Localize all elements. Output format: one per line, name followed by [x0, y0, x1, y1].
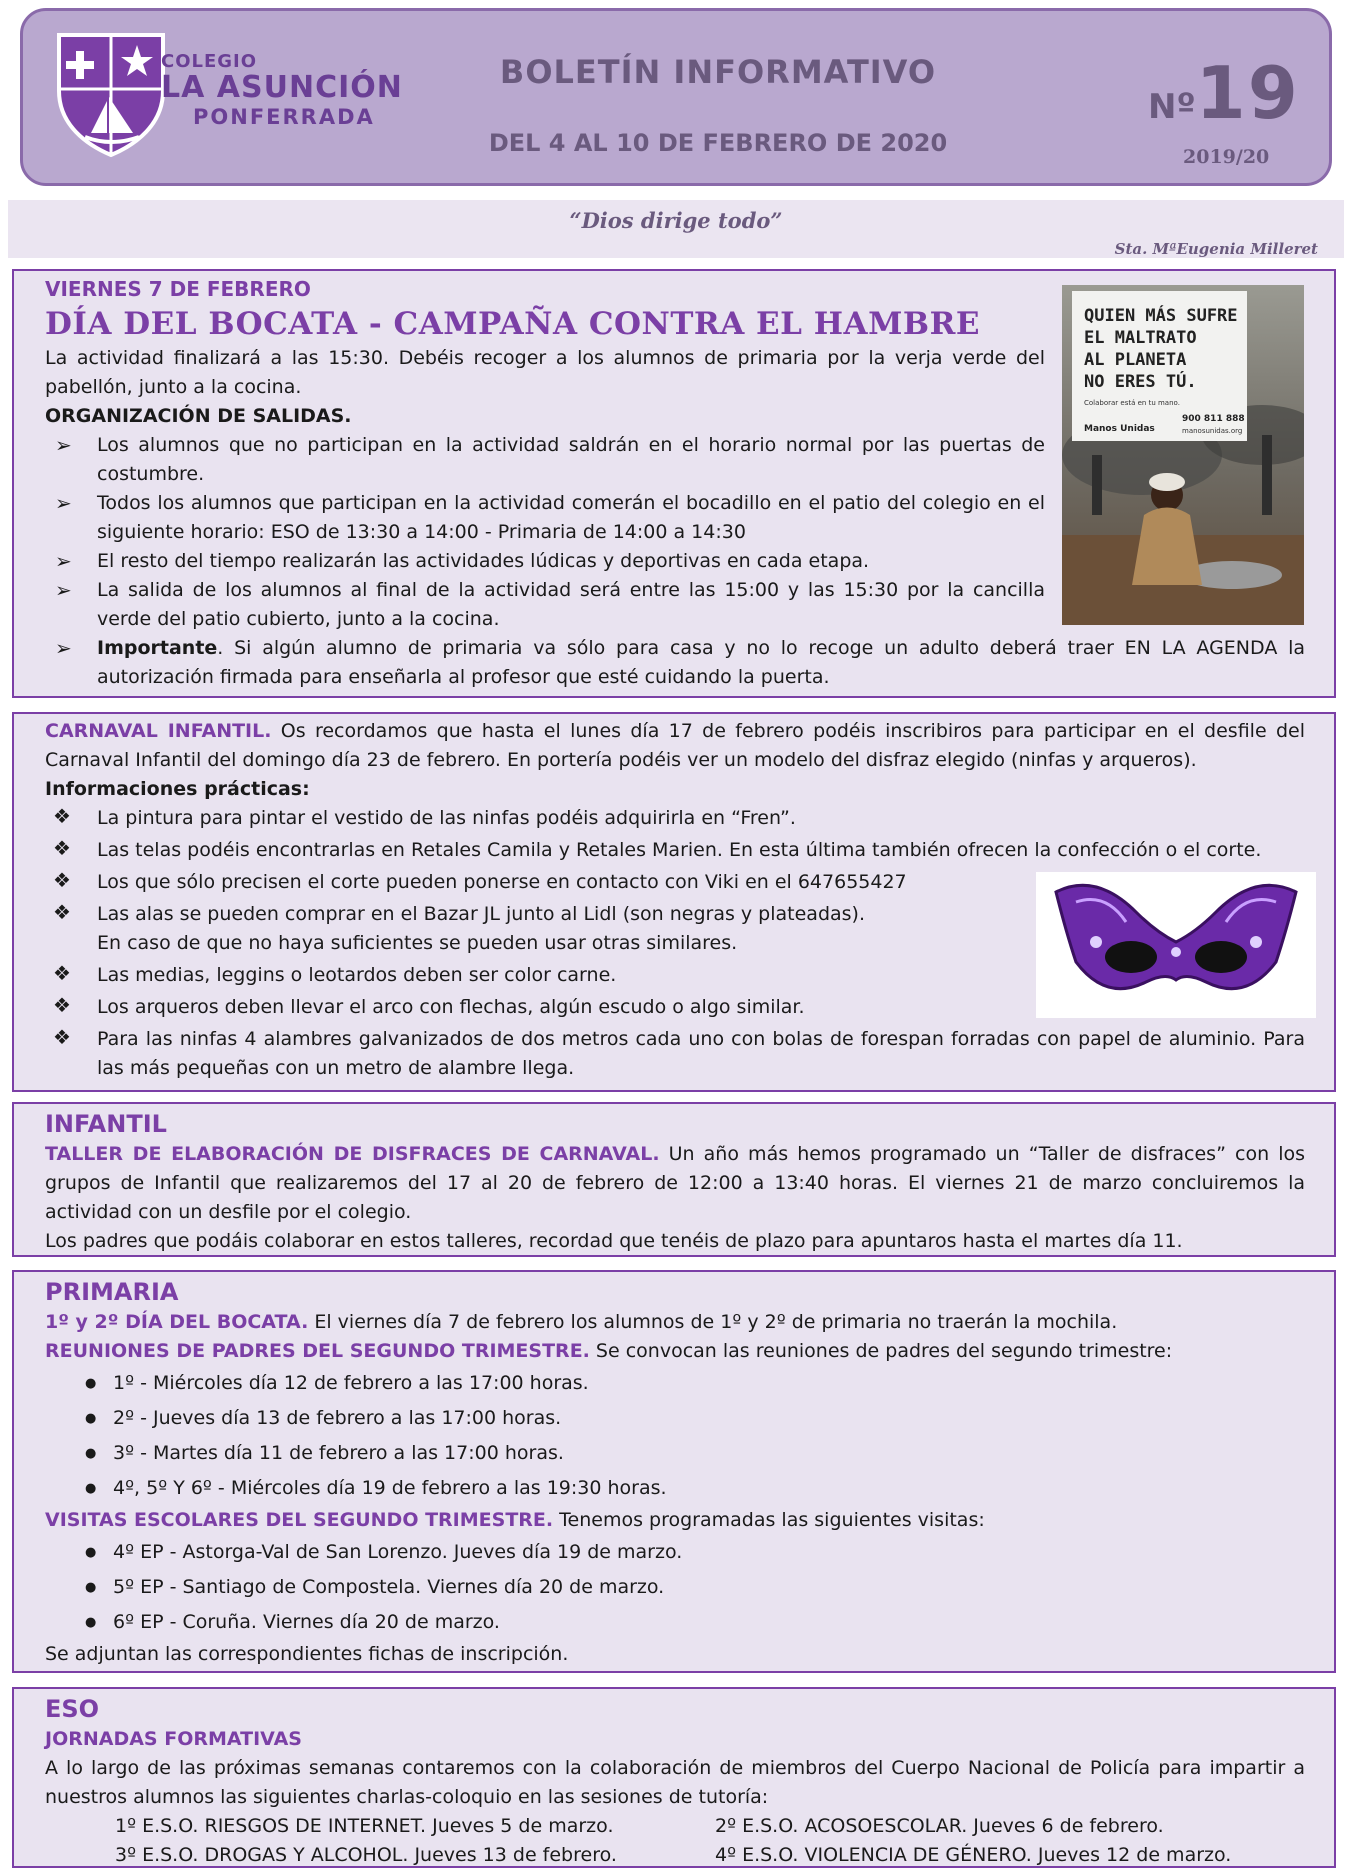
visitas-intro: [45, 1506, 1305, 1535]
section-carnaval: [12, 712, 1336, 1092]
reuniones-text: Se convocan las reuniones de padres del segundo trimestre:: [589, 1340, 1173, 1362]
bulletin-header: [20, 8, 1332, 186]
important-note: [45, 634, 1305, 692]
list-item: ❖ Las medias, leggins o leotardos deben ser color carne.: [45, 961, 1305, 990]
list-item: ● 4º EP - Astorga-Val de San Lorenzo. Jueves día 19 de marzo.: [45, 1535, 1305, 1570]
school-name: [161, 51, 403, 129]
poster-line-4: NO ERES TÚ.: [1084, 372, 1197, 392]
school-line-3: PONFERRADA: [193, 105, 375, 129]
talk-item: 3º E.S.O. DROGAS Y ALCOHOL. Jueves 13 de febrero.: [115, 1844, 617, 1866]
school-line-2: LA ASUNCIÓN: [161, 70, 403, 105]
list-item: ❖ La pintura para pintar el vestido de las ninfas podéis adquirirla en “Fren”.: [45, 804, 1305, 833]
list-item: ● 4º, 5º Y 6º - Miércoles día 19 de febrero a las 19:30 horas.: [45, 1471, 1305, 1506]
alas-extra: En caso de que no haya suficientes se pueden usar otras similares.: [97, 932, 738, 954]
quote-strip: [8, 200, 1344, 258]
primaria-closing: Se adjuntan las correspondientes fichas de inscripción.: [45, 1643, 569, 1665]
reuniones-list: [45, 1366, 1305, 1506]
quote-author: Sta. MªEugenia Milleret: [1114, 240, 1318, 258]
section-bocata: [12, 269, 1336, 698]
list-item: ● 2º - Jueves día 13 de febrero a las 17:00 horas.: [45, 1401, 1305, 1436]
list-item: ● 6º EP - Coruña. Viernes día 20 de marzo.: [45, 1605, 1305, 1640]
visitas-lead: VISITAS ESCOLARES DEL SEGUNDO TRIMESTRE.: [45, 1509, 554, 1531]
visitas-list: [45, 1535, 1305, 1640]
poster-phone: 900 811 888: [1182, 414, 1245, 424]
list-item: ➢ Los alumnos que no participan en la actividad saldrán en el horario normal por las puertas de costumbre.: [45, 431, 1045, 489]
poster-line-1: QUIEN MÁS SUFRE: [1084, 306, 1238, 326]
section-eso: [12, 1687, 1336, 1868]
infantil-heading: INFANTIL: [45, 1110, 167, 1138]
list-item: ● 5º EP - Santiago de Compostela. Viernes día 20 de marzo.: [45, 1570, 1305, 1605]
list-item: ❖ Los arqueros deben llevar el arco con flechas, algún escudo o algo similar.: [45, 993, 1305, 1022]
section-infantil: [12, 1102, 1336, 1257]
quote-text: “Dios dirige todo”: [569, 208, 783, 233]
poster-web: manosunidas.org: [1182, 427, 1243, 435]
campaign-poster-image: [1062, 285, 1304, 625]
infantil-body: Un año más hemos programado un “Taller de disfraces” con los grupos de Infantil que realizaremos del 17 al 20 de febrero de 12:00 a 13:40 horas. El viernes 21 de marzo concluiremos la actividad con un desfile por el colegio.: [45, 1143, 1306, 1223]
primaria-heading: PRIMARIA: [45, 1278, 179, 1306]
bulletin-title: BOLETÍN INFORMATIVO: [499, 53, 937, 91]
visitas-text: Tenemos programadas las siguientes visitas:: [553, 1509, 985, 1531]
bocata-day: VIERNES 7 DE FEBRERO: [45, 277, 311, 301]
poster-line-2: EL MALTRATO: [1084, 328, 1197, 348]
list-item: ➢ Todos los alumnos que participan en la actividad comerán el bocadillo en el patio del colegio en el siguiente horario: ESO de 13:30 a 14:00 - Primaria de 14:00 a 14:30: [45, 489, 1045, 547]
list-item: ❖ Para las ninfas 4 alambres galvanizados de dos metros cada uno con bolas de forespan forradas con papel de aluminio. Para las más pequeñas con un metro de alambre llega.: [45, 1025, 1305, 1083]
reuniones-lead: REUNIONES DE PADRES DEL SEGUNDO TRIMESTRE.: [45, 1340, 590, 1362]
issue-number-prefix: Nº: [1148, 87, 1196, 127]
poster-line-3: AL PLANETA: [1084, 350, 1187, 370]
eso-text: A lo largo de las próximas semanas contaremos con la colaboración de miembros del Cuerpo Nacional de Policía para impartir a nuestros alumnos las siguientes charlas-coloquio en las sesiones de tutoría:: [45, 1757, 1305, 1808]
campaign-poster: [1062, 285, 1304, 625]
bocata-intro: La actividad finalizará a las 15:30. Debéis recoger a los alumnos de primaria por la verja verde del pabellón, junto a la cocina.: [45, 347, 1045, 398]
school-line-1: COLEGIO: [161, 51, 258, 72]
poster-brand: Manos Unidas: [1084, 424, 1155, 434]
school-year: 2019/20: [1183, 146, 1270, 168]
infantil-lead: TALLER DE ELABORACIÓN DE DISFRACES DE CARNAVAL.: [45, 1143, 660, 1165]
eso-subheading: JORNADAS FORMATIVAS: [45, 1728, 302, 1750]
primaria-bocata: [45, 1308, 1305, 1337]
important-label: Importante: [97, 637, 218, 659]
bulletin-dates: DEL 4 AL 10 DE FEBRERO DE 2020: [488, 129, 948, 157]
school-crest-icon: [51, 29, 171, 159]
list-item: ➢ El resto del tiempo realizarán las actividades lúdicas y deportivas en cada etapa.: [45, 547, 1045, 576]
bocata-title: DÍA DEL BOCATA - CAMPAÑA CONTRA EL HAMBRE: [45, 306, 980, 342]
talk-item: 4º E.S.O. VIOLENCIA DE GÉNERO. Jueves 12 de marzo.: [715, 1844, 1232, 1866]
primaria-bocata-lead: 1º y 2º DÍA DEL BOCATA.: [45, 1311, 309, 1333]
important-text: . Si algún alumno de primaria va sólo para casa y no lo recoge un adulto deberá traer EN LA AGENDA la autorización firmada para enseñarla al profesor que esté cuidando la puerta.: [97, 637, 1305, 688]
alas-text: Las alas se pueden comprar en el Bazar JL junto al Lidl (son negras y plateadas).: [97, 903, 866, 925]
talk-item: 1º E.S.O. RIESGOS DE INTERNET. Jueves 5 de marzo.: [115, 1815, 614, 1837]
practical-heading: Informaciones prácticas:: [45, 778, 310, 800]
section-primaria: [12, 1270, 1336, 1673]
org-heading: ORGANIZACIÓN DE SALIDAS.: [45, 405, 352, 427]
issue-number: [1148, 51, 1300, 135]
eso-talks: [45, 1812, 1305, 1870]
org-list: [45, 431, 1045, 634]
eso-heading: ESO: [45, 1695, 100, 1723]
carnaval-intro: [45, 717, 1305, 775]
carnaval-text: Os recordamos que hasta el lunes día 17 de febrero podéis inscribiros para participar en el desfile del Carnaval Infantil del domingo día 23 de febrero. En portería podéis ver un modelo del disfraz elegido (ninfas y arqueros).: [45, 720, 1306, 771]
issue-number-value: 19: [1195, 51, 1300, 135]
list-item: ➢ La salida de los alumnos al final de la actividad será entre las 15:00 y las 15:30 por la cancilla verde del patio cubierto, junto a la cocina.: [45, 576, 1045, 634]
list-item: [45, 900, 1305, 958]
list-item: ● 1º - Miércoles día 12 de febrero a las 17:00 horas.: [45, 1366, 1305, 1401]
reuniones-intro: [45, 1337, 1305, 1366]
practical-list: [45, 804, 1305, 1083]
infantil-text: [45, 1140, 1305, 1227]
carnaval-lead: CARNAVAL INFANTIL.: [45, 720, 272, 742]
poster-small: Colaborar está en tu mano.: [1084, 399, 1180, 407]
list-item: ● 3º - Martes día 11 de febrero a las 17:00 horas.: [45, 1436, 1305, 1471]
list-item: ❖ Las telas podéis encontrarlas en Retales Camila y Retales Marien. En esta última también ofrecen la confección o el corte.: [45, 836, 1305, 865]
infantil-text-2: Los padres que podáis colaborar en estos talleres, recordad que tenéis de plazo para apuntaros hasta el martes día 11.: [45, 1230, 1183, 1252]
primaria-bocata-text: El viernes día 7 de febrero los alumnos de 1º y 2º de primaria no traerán la mochila.: [308, 1311, 1118, 1333]
list-item: ❖ Los que sólo precisen el corte pueden ponerse en contacto con Viki en el 647655427: [45, 868, 1305, 897]
talk-item: 2º E.S.O. ACOSOESCOLAR. Jueves 6 de febrero.: [715, 1815, 1164, 1837]
important-list: [45, 634, 1305, 692]
